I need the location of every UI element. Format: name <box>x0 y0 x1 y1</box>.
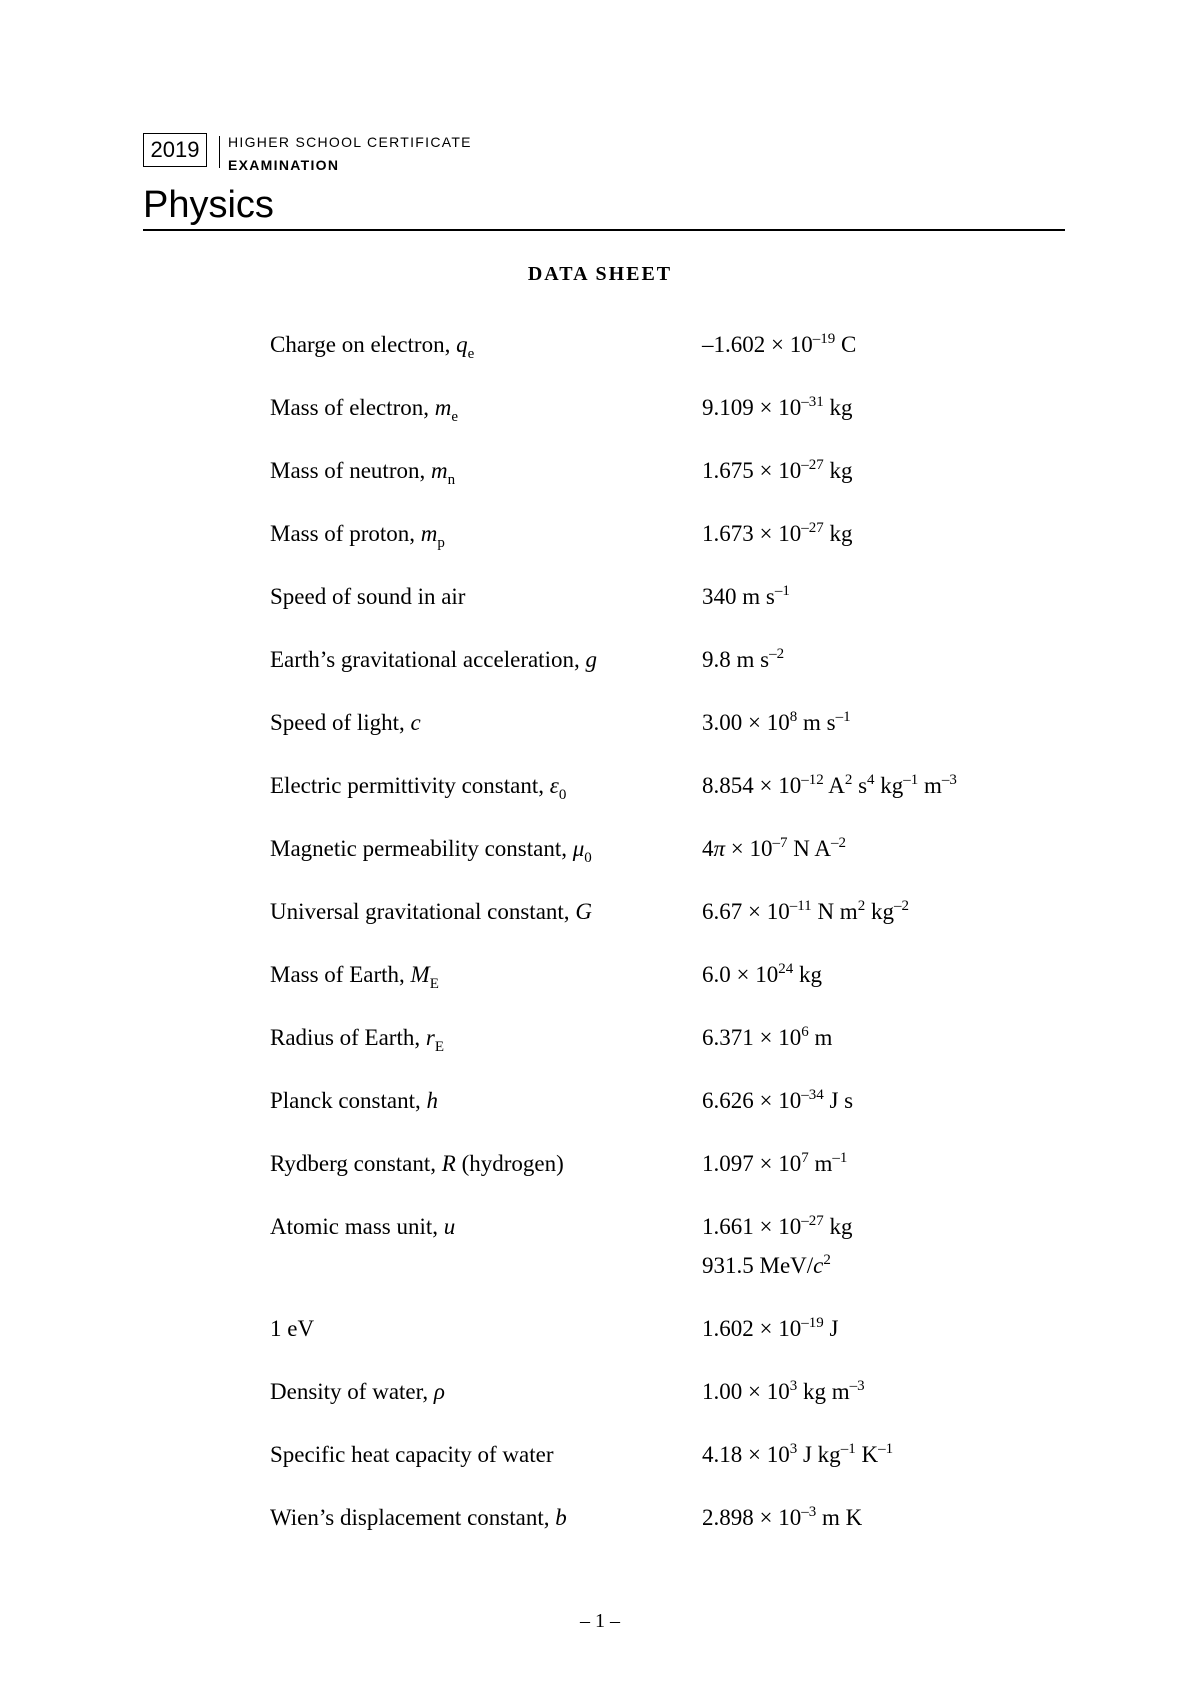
constant-label: Atomic mass unit, u <box>270 1214 456 1239</box>
constant-label: 1 eV <box>270 1316 315 1341</box>
constant-label: Mass of neutron, $m_n$ <box>270 458 456 488</box>
constant-row-planck <box>270 1088 1030 1151</box>
constant-value: $1.675 \times 10^{-27}$ kg <box>702 457 853 483</box>
constant-row-gravitational-acceleration <box>270 647 1030 710</box>
constant-label: Mass of Earth, $M_E$ <box>270 962 439 992</box>
constant-row-permeability <box>270 836 1030 899</box>
constant-value: $1.673 \times 10^{-27}$ kg <box>702 520 853 546</box>
constant-row-mass-neutron <box>270 458 1030 521</box>
constant-row-speed-light <box>270 710 1030 773</box>
constant-label: Charge on electron, $q_e$ <box>270 332 475 362</box>
constant-label: Mass of electron, $m_e$ <box>270 395 459 425</box>
constant-label: Magnetic permeability constant, $\mu_0$ <box>270 836 592 866</box>
subject-title: Physics <box>143 184 274 226</box>
constant-row-charge-electron <box>270 332 1030 395</box>
examination-label: EXAMINATION <box>228 157 340 173</box>
data-sheet-title: DATA SHEET <box>527 263 673 285</box>
year-box: 2019 <box>143 133 207 167</box>
constant-label: Earth’s gravitational acceleration, g <box>270 647 597 672</box>
header-rule <box>143 229 1065 231</box>
constant-label: Density of water, ρ <box>270 1379 445 1404</box>
constant-row-permittivity <box>270 773 1030 836</box>
constant-row-density-water <box>270 1379 1030 1442</box>
constant-row-radius-earth <box>270 1025 1030 1088</box>
constant-label: Rydberg constant, R (hydrogen) <box>270 1151 564 1176</box>
constant-row-atomic-mass-unit <box>270 1214 1030 1316</box>
constant-value: $1.00 \times 10^3$ kg $m^{-3}$ <box>702 1378 865 1404</box>
constant-value: $3.00 \times 10^8$ m $s^{-1}$ <box>702 709 851 735</box>
constant-row-speed-sound <box>270 584 1030 647</box>
constant-row-rydberg <box>270 1151 1030 1214</box>
constant-row-mass-proton <box>270 521 1030 584</box>
constant-value: $6.371 \times 10^6$ m <box>702 1024 833 1050</box>
certificate-title: HIGHER SCHOOL CERTIFICATE <box>228 134 472 150</box>
constant-label: Universal gravitational constant, G <box>270 899 592 924</box>
constant-value: $1.661 \times 10^{-27}$ kg <box>702 1213 853 1239</box>
constant-label: Speed of sound in air <box>270 584 466 609</box>
constant-label: Planck constant, h <box>270 1088 438 1113</box>
header-divider <box>219 136 220 168</box>
constant-row-electron-volt <box>270 1316 1030 1379</box>
constant-value: $6.67 \times 10^{-11}$ N $m^2$ $kg^{-2}$ <box>702 898 909 924</box>
constant-row-mass-electron <box>270 395 1030 458</box>
constant-value-alternate: 931.5 MeV/$c^2$ <box>702 1252 831 1278</box>
constant-value: $1.602 \times 10^{-19}$ J <box>702 1315 839 1341</box>
constant-row-gravitational-constant <box>270 899 1030 962</box>
constant-row-wien <box>270 1505 1030 1568</box>
constant-label: Radius of Earth, $r_E$ <box>270 1025 444 1055</box>
constant-value: $4\pi \times 10^{-7}$ N $A^{-2}$ <box>702 835 846 861</box>
constant-label: Electric permittivity constant, $\varepsilon_0$ <box>270 773 567 803</box>
constants-table <box>270 332 1030 1568</box>
constant-value: $8.854 \times 10^{-12}$ $A^2$ $s^4$ $kg^{-1}$ $m^{-3}$ <box>702 772 957 798</box>
constant-label: Mass of proton, $m_p$ <box>270 521 445 551</box>
constant-value: 9.8 m $s^{-2}$ <box>702 646 785 672</box>
constant-label: Specific heat capacity of water <box>270 1442 554 1467</box>
constant-value: 340 m $s^{-1}$ <box>702 583 790 609</box>
constant-label: Speed of light, c <box>270 710 421 735</box>
constant-value: $4.18 \times 10^3$ J $kg^{-1}$ $K^{-1}$ <box>702 1441 894 1467</box>
constant-value: $6.0 \times 10^{24}$ kg <box>702 961 822 987</box>
page-number: – 1 – <box>580 1610 620 1632</box>
constant-value: $6.626 \times 10^{-34}$ J s <box>702 1087 854 1113</box>
constant-value: $2.898 \times 10^{-3}$ m K <box>702 1504 863 1530</box>
constant-value: $-1.602 \times 10^{-19}$ C <box>702 331 857 357</box>
constant-value: $9.109 \times 10^{-31}$ kg <box>702 394 853 420</box>
constant-row-specific-heat-water <box>270 1442 1030 1505</box>
constant-row-mass-earth <box>270 962 1030 1025</box>
constant-label: Wien’s displacement constant, b <box>270 1505 567 1530</box>
constant-value: $1.097 \times 10^7$ $m^{-1}$ <box>702 1150 848 1176</box>
